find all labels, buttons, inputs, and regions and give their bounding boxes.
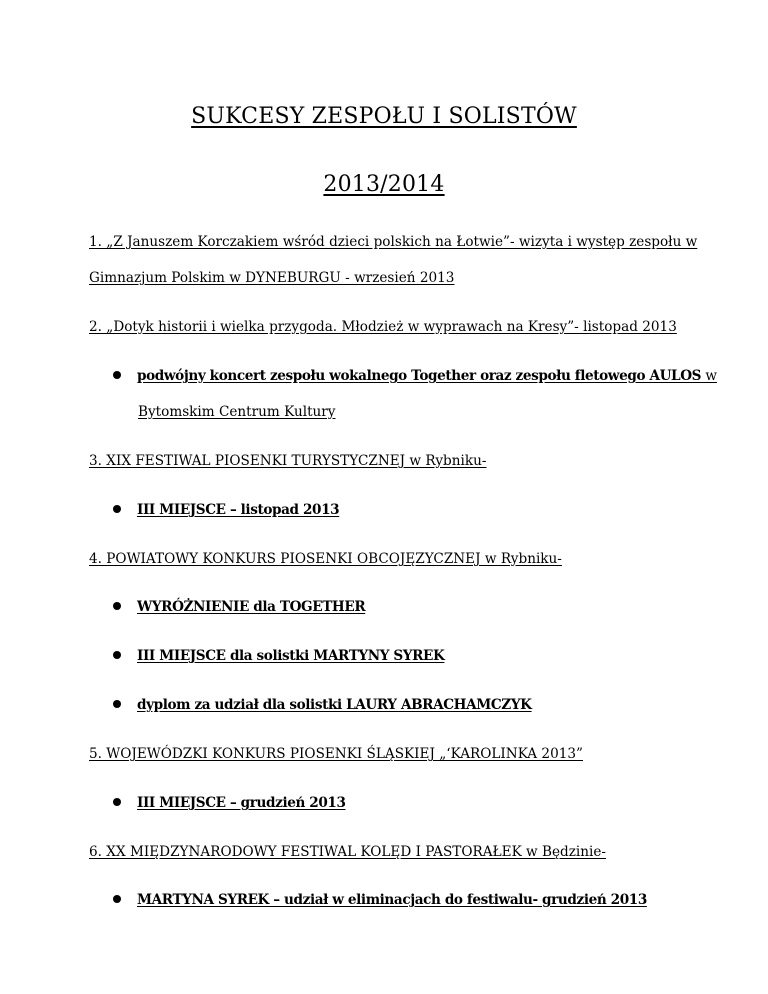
- item-2-bullet-1-continuation: Bytomskim Centrum Kultury: [138, 404, 336, 420]
- bullet-icon: [113, 700, 121, 708]
- item-4-bullet-1-text: WYRÓŻNIENIE dla TOGETHER: [137, 599, 366, 615]
- item-1-line-2: Gimnazjum Polskim w DYNEBURGU - wrzesień 2013: [89, 270, 455, 286]
- item-1-line-1: 1. „Z Januszem Korczakiem wśród dzieci polskich na Łotwie”- wizyta i występ zespołu w: [89, 234, 698, 250]
- page-title: SUKCESY ZESPOŁU I SOLISTÓW: [191, 104, 577, 129]
- item-4: 4. POWIATOWY KONKURS PIOSENKI OBCOJĘZYCZNEJ w Rybniku-: [89, 551, 562, 567]
- item-4-bullet-3-text: dyplom za udział dla solistki LAURY ABRACHAMCZYK: [137, 697, 532, 713]
- bullet-icon: [113, 895, 121, 903]
- bullet-icon: [113, 505, 121, 513]
- bullet-icon: [113, 798, 121, 806]
- item-5: 5. WOJEWÓDZKI KONKURS PIOSENKI ŚLĄSKIEJ „‘KAROLINKA 2013”: [89, 746, 583, 762]
- page-subtitle-year: 2013/2014: [323, 172, 445, 197]
- item-5-bullet-1-text: III MIEJSCE – grudzień 2013: [137, 795, 346, 811]
- bullet-icon: [113, 602, 121, 610]
- item-2: 2. „Dotyk historii i wielka przygoda. Młodzież w wyprawach na Kresy”- listopad 2013: [89, 319, 677, 335]
- item-4-bullet-2-text: III MIEJSCE dla solistki MARTYNY SYREK: [137, 648, 445, 664]
- bullet-icon: [113, 371, 121, 379]
- item-2-bullet-1-text: [137, 367, 717, 385]
- item-6-bullet-1-text: MARTYNA SYREK – udział w eliminacjach do festiwalu- grudzień 2013: [137, 892, 647, 908]
- item-6: 6. XX MIĘDZYNARODOWY FESTIWAL KOLĘD I PASTORAŁEK w Będzinie-: [89, 844, 606, 860]
- item-2-bullet-1-rest: w: [701, 368, 718, 384]
- bullet-icon: [113, 651, 121, 659]
- item-3: 3. XIX FESTIWAL PIOSENKI TURYSTYCZNEJ w Rybniku-: [89, 453, 487, 469]
- item-2-bullet-1-bold: podwójny koncert zespołu wokalnego Together oraz zespołu fletowego AULOS: [137, 368, 702, 384]
- item-3-bullet-1-text: III MIEJSCE – listopad 2013: [137, 502, 340, 518]
